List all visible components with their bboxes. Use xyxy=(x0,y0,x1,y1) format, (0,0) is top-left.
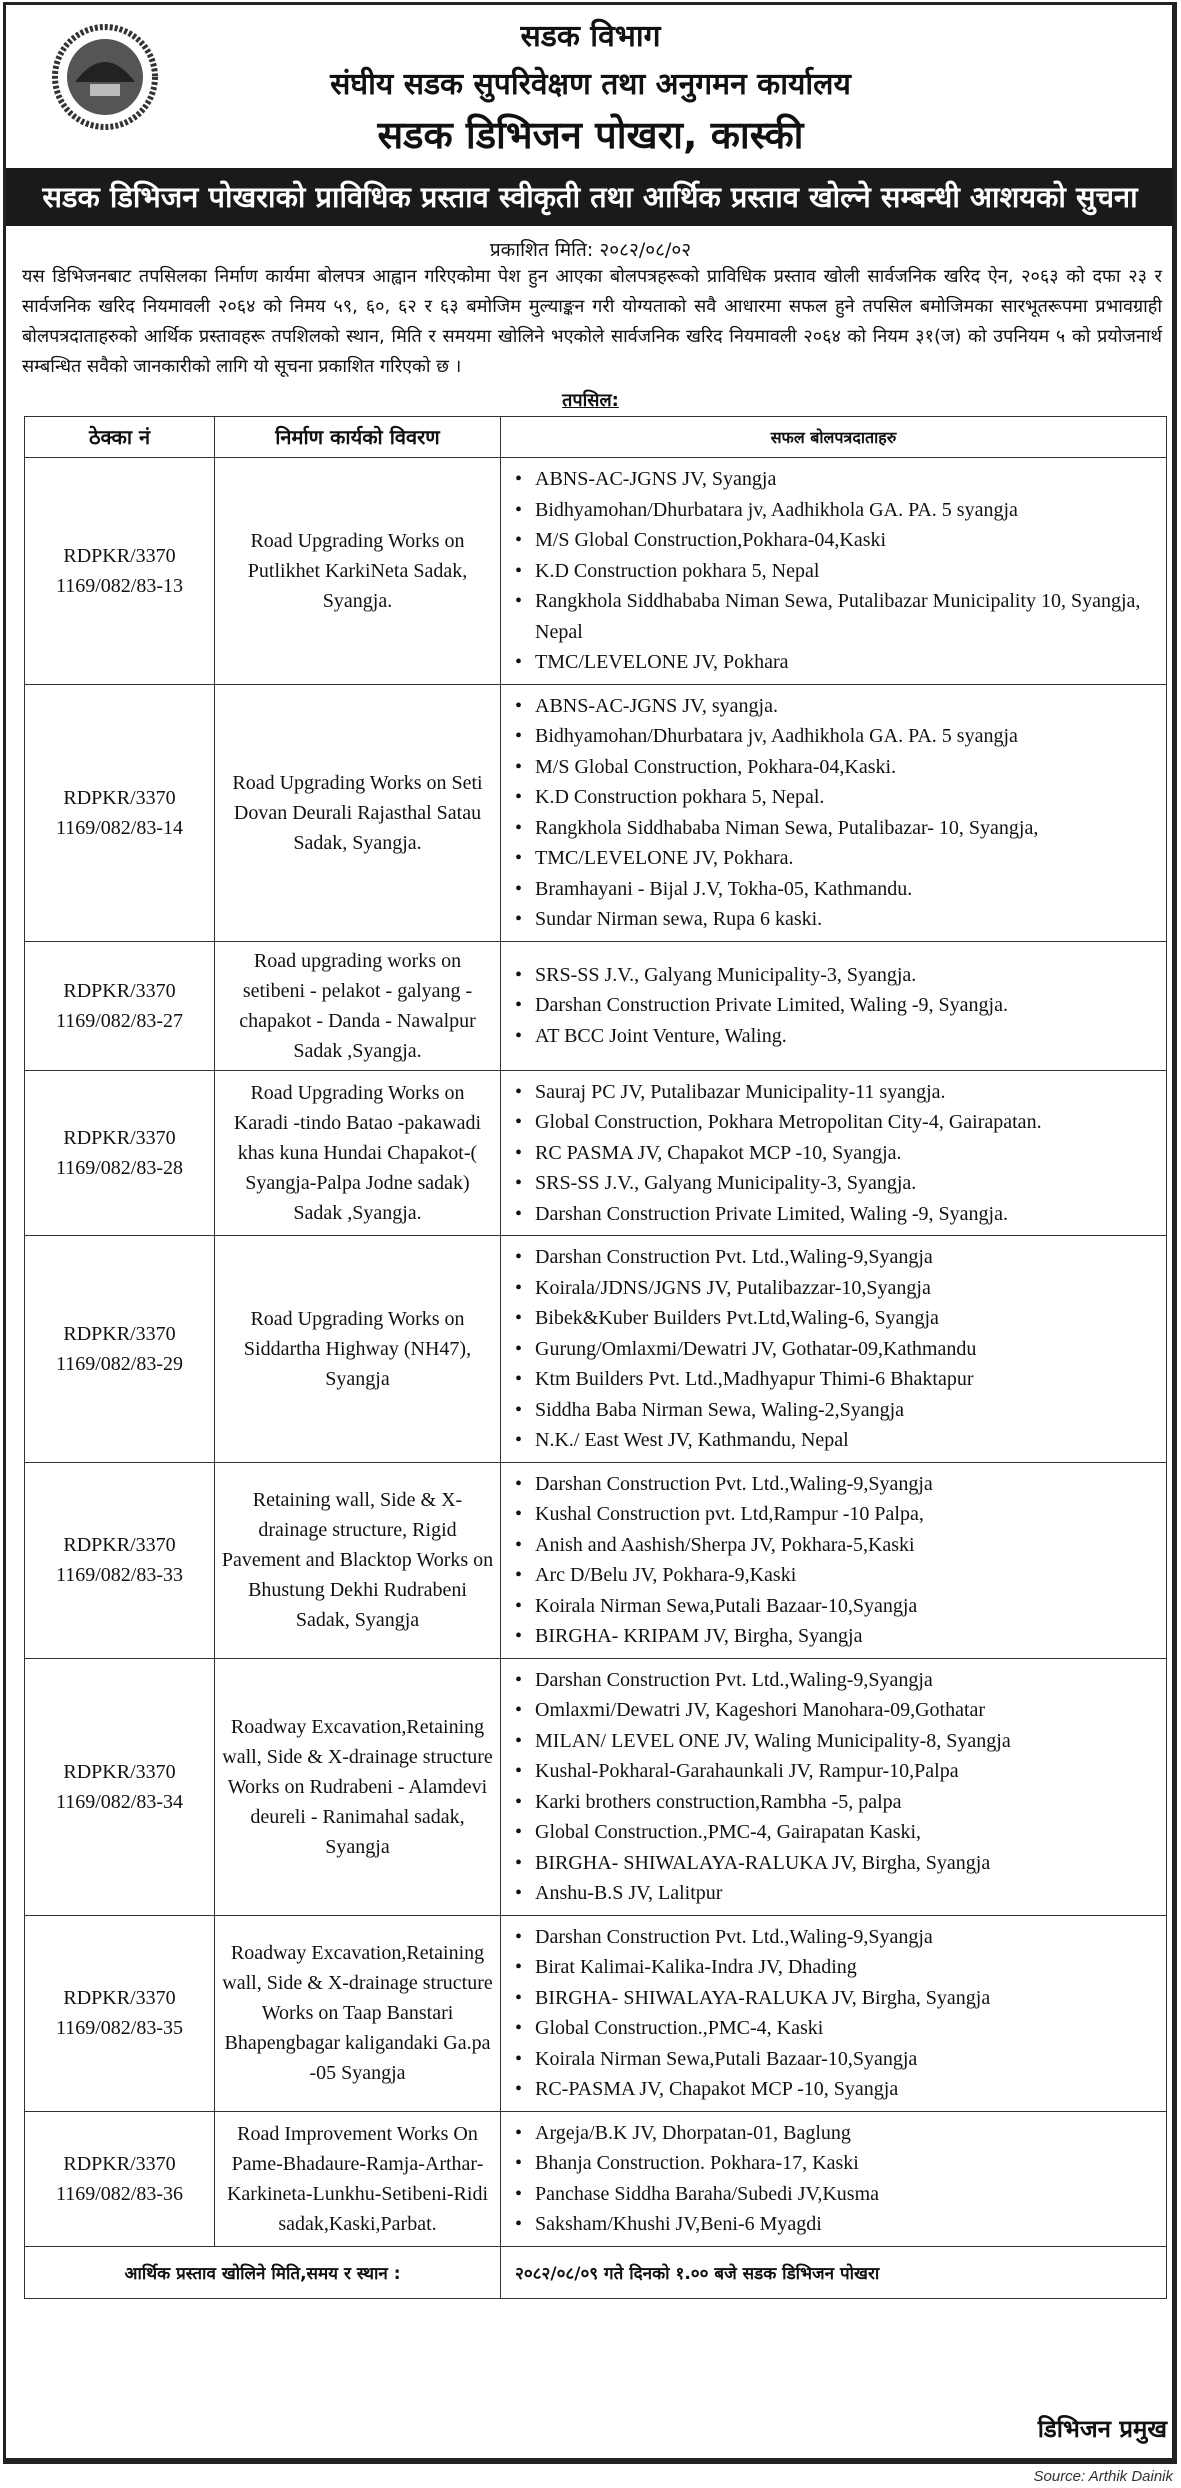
work-description: Road Improvement Works On Pame-Bhadaure-Ramja-Arthar-Karkineta-Lunkhu-Setibeni-Ridi sadak,Kaski,Parbat. xyxy=(215,2111,501,2246)
col-successful-bidders: सफल बोलपत्रदाताहरु xyxy=(501,417,1167,458)
bidder-item: • SRS-SS J.V., Galyang Municipality-3, Syangja. xyxy=(515,1168,1156,1199)
work-description: Retaining wall, Side & X-drainage structure, Rigid Pavement and Blacktop Works on Bhustung Dekhi Rudrabeni Sadak, Syangja xyxy=(215,1462,501,1658)
bidder-item: • TMC/LEVELONE JV, Pokhara. xyxy=(515,843,1156,874)
table-row xyxy=(25,458,1167,685)
contract-number: RDPKR/3370 1169/082/83-27 xyxy=(25,941,215,1070)
schedule-heading: तपसिल: xyxy=(562,390,619,411)
bidders-cell xyxy=(501,684,1167,941)
bidders-table xyxy=(24,416,1167,2299)
work-description: Roadway Excavation,Retaining wall, Side & X-drainage structure Works on Rudrabeni - Alamdevi deureli - Ranimahal sadak, Syangja xyxy=(215,1658,501,1915)
bidder-item: • Darshan Construction Private Limited, Waling -9, Syangja. xyxy=(515,990,1156,1021)
bidder-item: • RC PASMA JV, Chapakot MCP -10, Syangja. xyxy=(515,1138,1156,1169)
work-description: Road Upgrading Works on Siddartha Highway (NH47), Syangja xyxy=(215,1236,501,1463)
bidder-item: • ABNS-AC-JGNS JV, Syangja xyxy=(515,464,1156,495)
contract-number: RDPKR/3370 1169/082/83-33 xyxy=(25,1462,215,1658)
bidders-cell xyxy=(501,1462,1167,1658)
bidder-item: • Rangkhola Siddhababa Niman Sewa, Putalibazar Municipality 10, Syangja, Nepal xyxy=(515,586,1156,647)
bidder-item: • Global Construction.,PMC-4, Gairapatan Kaski, xyxy=(515,1817,1156,1848)
table-row xyxy=(25,1070,1167,1236)
published-date: प्रकाशित मिति: २०८२/०८/०२ xyxy=(489,239,692,261)
signature-title: डिभिजन प्रमुख xyxy=(1037,2415,1167,2443)
bidders-cell xyxy=(501,458,1167,685)
bidder-item: • Koirala/JDNS/JGNS JV, Putalibazzar-10,Syangja xyxy=(515,1273,1156,1304)
financial-opening-value: २०८२/०८/०९ गते दिनको १.०० बजे सडक डिभिजन पोखरा xyxy=(501,2246,1167,2298)
bidder-item: • N.K./ East West JV, Kathmandu, Nepal xyxy=(515,1425,1156,1456)
bidder-item: • Darshan Construction Pvt. Ltd.,Waling-9,Syangja xyxy=(515,1242,1156,1273)
bidder-item: • BIRGHA- SHIWALAYA-RALUKA JV, Birgha, Syangja xyxy=(515,1983,1156,2014)
work-description: Roadway Excavation,Retaining wall, Side & X-drainage structure Works on Taap Banstari Bhapengbagar kaligandaki Ga.pa -05 Syangja xyxy=(215,1915,501,2111)
bidder-item: • Bramhayani - Bijal J.V, Tokha-05, Kathmandu. xyxy=(515,874,1156,905)
contract-number: RDPKR/3370 1169/082/83-28 xyxy=(25,1070,215,1236)
bidders-cell xyxy=(501,1658,1167,1915)
contract-number: RDPKR/3370 1169/082/83-35 xyxy=(25,1915,215,2111)
bidder-item: • Rangkhola Siddhababa Niman Sewa, Putalibazar- 10, Syangja, xyxy=(515,813,1156,844)
contract-number: RDPKR/3370 1169/082/83-36 xyxy=(25,2111,215,2246)
bidder-item: • Bibek&Kuber Builders Pvt.Ltd,Waling-6, Syangja xyxy=(515,1303,1156,1334)
bidder-item: • Anish and Aashish/Sherpa JV, Pokhara-5,Kaski xyxy=(515,1530,1156,1561)
bidders-cell xyxy=(501,941,1167,1070)
bidder-item: • Karki brothers construction,Rambha -5, palpa xyxy=(515,1787,1156,1818)
bidder-item: • Siddha Baba Nirman Sewa, Waling-2,Syangja xyxy=(515,1395,1156,1426)
department-name: सडक विभाग xyxy=(520,19,661,54)
bidder-item: • Argeja/B.K JV, Dhorpatan-01, Baglung xyxy=(515,2118,1156,2149)
contract-number: RDPKR/3370 1169/082/83-34 xyxy=(25,1658,215,1915)
source-credit: Source: Arthik Dainik xyxy=(1033,2468,1173,2485)
bidder-item: • RC-PASMA JV, Chapakot MCP -10, Syangja xyxy=(515,2074,1156,2105)
col-work-description: निर्माण कार्यको विवरण xyxy=(215,417,501,458)
bidder-item: • Omlaxmi/Dewatri JV, Kageshori Manohara-09,Gothatar xyxy=(515,1695,1156,1726)
table-row xyxy=(25,1236,1167,1463)
bidder-item: • Panchase Siddha Baraha/Subedi JV,Kusma xyxy=(515,2179,1156,2210)
work-description: Road Upgrading Works on Seti Dovan Deurali Rajasthal Satau Sadak, Syangja. xyxy=(215,684,501,941)
bidder-item: • M/S Global Construction,Pokhara-04,Kaski xyxy=(515,525,1156,556)
bidders-cell xyxy=(501,1070,1167,1236)
bidders-cell xyxy=(501,1915,1167,2111)
bidder-item: • BIRGHA- SHIWALAYA-RALUKA JV, Birgha, Syangja xyxy=(515,1848,1156,1879)
contract-number: RDPKR/3370 1169/082/83-13 xyxy=(25,458,215,685)
bidders-cell xyxy=(501,1236,1167,1463)
financial-opening-label: आर्थिक प्रस्ताव खोलिने मिति,समय र स्थान : xyxy=(25,2246,501,2298)
table-row xyxy=(25,941,1167,1070)
bidder-item: • Global Construction, Pokhara Metropolitan City-4, Gairapatan. xyxy=(515,1107,1156,1138)
bidder-item: • Gurung/Omlaxmi/Dewatri JV, Gothatar-09,Kathmandu xyxy=(515,1334,1156,1365)
bidder-item: • Bhanja Construction. Pokhara-17, Kaski xyxy=(515,2148,1156,2179)
work-description: Road Upgrading Works on Putlikhet KarkiNeta Sadak, Syangja. xyxy=(215,458,501,685)
bidders-cell xyxy=(501,2111,1167,2246)
division-name: सडक डिभिजन पोखरा, कास्की xyxy=(377,113,804,157)
notice-paragraph: यस डिभिजनबाट तपसिलका निर्माण कार्यमा बोलपत्र आह्वान गरिएकोमा पेश हुन आएका बोलपत्रहरूको प्राविधिक प्रस्ताव खोली सार्वजनिक खरिद ऐन, २०६३ को दफा २३ र सार्वजनिक खरिद नियमावली २०६४ को निमय ५९, ६०, ६२ र ६३ बमोजिम मुल्याङ्कन गरी योग्यताको सवै आधारमा सफल हुने तपसिल बमोजिमका सारभूतरूपमा प्रभावग्राही बोलपत्रदाताहरुको आर्थिक प्रस्तावहरू तपशिलको स्थान, मिति र समयमा खोलिने भएकोले सार्वजनिक खरिद नियमावली २०६४ को नियम ३१(ज) को उपनियम ५ को प्रयोजनार्थ सम्बन्धित सवैको जानकारीको लागि यो सूचना प्रकाशित गरिएको छ । xyxy=(22,266,1162,377)
bidder-item: • AT BCC Joint Venture, Waling. xyxy=(515,1021,1156,1052)
bidder-item: • SRS-SS J.V., Galyang Municipality-3, Syangja. xyxy=(515,960,1156,991)
bidder-item: • MILAN/ LEVEL ONE JV, Waling Municipality-8, Syangja xyxy=(515,1726,1156,1757)
bidder-item: • TMC/LEVELONE JV, Pokhara xyxy=(515,647,1156,678)
bidder-item: • Saksham/Khushi JV,Beni-6 Myagdi xyxy=(515,2209,1156,2240)
bidder-item: • Sauraj PC JV, Putalibazar Municipality-11 syangja. xyxy=(515,1077,1156,1108)
bidder-item: • M/S Global Construction, Pokhara-04,Kaski. xyxy=(515,752,1156,783)
work-description: Road upgrading works on setibeni - pelakot - galyang - chapakot - Danda - Nawalpur Sadak ,Syangja. xyxy=(215,941,501,1070)
office-name: संघीय सडक सुपरिवेक्षण तथा अनुगमन कार्यालय xyxy=(330,67,851,102)
bidder-item: • Global Construction.,PMC-4, Kaski xyxy=(515,2013,1156,2044)
table-row xyxy=(25,1915,1167,2111)
bidder-item: • Arc D/Belu JV, Pokhara-9,Kaski xyxy=(515,1560,1156,1591)
bidder-item: • Birat Kalimai-Kalika-Indra JV, Dhading xyxy=(515,1952,1156,1983)
bidder-item: • Sundar Nirman sewa, Rupa 6 kaski. xyxy=(515,904,1156,935)
work-description: Road Upgrading Works on Karadi -tindo Batao -pakawadi khas kuna Hundai Chapakot-( Syangja-Palpa Jodne sadak) Sadak ,Syangja. xyxy=(215,1070,501,1236)
bidder-item: • Bidhyamohan/Dhurbatara jv, Aadhikhola GA. PA. 5 syangja xyxy=(515,495,1156,526)
bidder-item: • Koirala Nirman Sewa,Putali Bazaar-10,Syangja xyxy=(515,2044,1156,2075)
bidder-item: • Anshu-B.S JV, Lalitpur xyxy=(515,1878,1156,1909)
bidder-item: • BIRGHA- KRIPAM JV, Birgha, Syangja xyxy=(515,1621,1156,1652)
bidder-item: • Koirala Nirman Sewa,Putali Bazaar-10,Syangja xyxy=(515,1591,1156,1622)
bidder-item: • K.D Construction pokhara 5, Nepal. xyxy=(515,782,1156,813)
bidder-item: • Ktm Builders Pvt. Ltd.,Madhyapur Thimi-6 Bhaktapur xyxy=(515,1364,1156,1395)
bidder-item: • Darshan Construction Pvt. Ltd.,Waling-9,Syangja xyxy=(515,1922,1156,1953)
bidder-item: • Kushal Construction pvt. Ltd,Rampur -10 Palpa, xyxy=(515,1499,1156,1530)
col-contract-no: ठेक्का नं xyxy=(25,417,215,458)
bidder-item: • Darshan Construction Pvt. Ltd.,Waling-9,Syangja xyxy=(515,1665,1156,1696)
notice-title: सडक डिभिजन पोखराको प्राविधिक प्रस्ताव स्वीकृती तथा आर्थिक प्रस्ताव खोल्ने सम्बन्धी आशयको सुचना xyxy=(6,168,1174,226)
table-row xyxy=(25,2111,1167,2246)
bidder-item: • ABNS-AC-JGNS JV, syangja. xyxy=(515,691,1156,722)
bidder-item: • Darshan Construction Private Limited, Waling -9, Syangja. xyxy=(515,1199,1156,1230)
bidder-item: • Bidhyamohan/Dhurbatara jv, Aadhikhola GA. PA. 5 syangja xyxy=(515,721,1156,752)
contract-number: RDPKR/3370 1169/082/83-29 xyxy=(25,1236,215,1463)
bidder-item: • K.D Construction pokhara 5, Nepal xyxy=(515,556,1156,587)
bidder-item: • Kushal-Pokharal-Garahaunkali JV, Rampur-10,Palpa xyxy=(515,1756,1156,1787)
table-row xyxy=(25,1462,1167,1658)
contract-number: RDPKR/3370 1169/082/83-14 xyxy=(25,684,215,941)
bidder-item: • Darshan Construction Pvt. Ltd.,Waling-9,Syangja xyxy=(515,1469,1156,1500)
table-row xyxy=(25,1658,1167,1915)
table-row xyxy=(25,684,1167,941)
